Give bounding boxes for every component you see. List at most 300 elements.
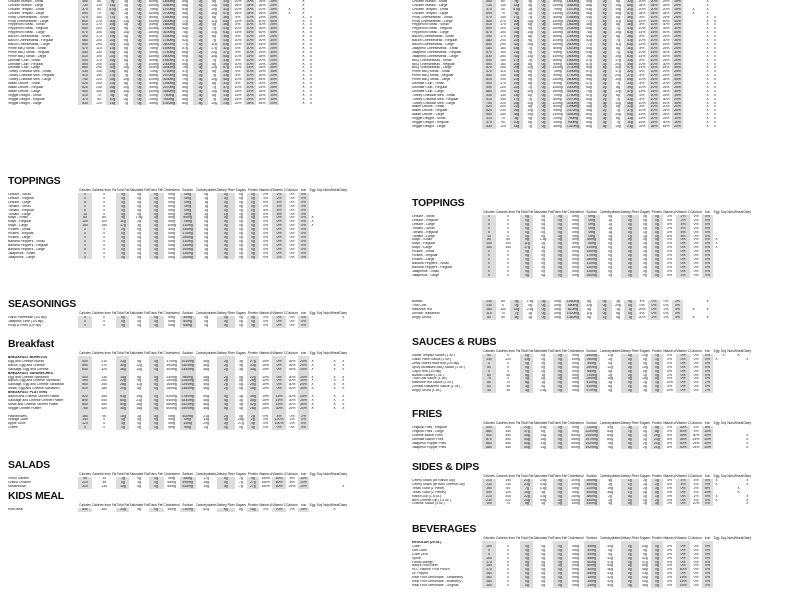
table-row — [412, 446, 751, 450]
value-cell: 110 — [482, 312, 496, 316]
column-header: Egg — [309, 188, 316, 193]
value-cell: 2g — [193, 27, 208, 31]
value-cell: 0% — [667, 429, 672, 433]
value-cell: 430 — [78, 70, 92, 74]
value-cell: 0g — [149, 220, 164, 224]
value-cell: 0g — [621, 381, 639, 385]
value-cell: 27g — [247, 485, 259, 489]
value-cell: 10% — [244, 23, 256, 27]
value-cell: 100% — [272, 422, 286, 426]
item-name-cell: Mayo - Large — [8, 224, 28, 228]
value-cell: 48g — [624, 102, 636, 106]
item-name-cell: Mayo - Small — [412, 238, 432, 242]
value-cell: X — [746, 357, 749, 361]
value-cell: 0% — [667, 238, 672, 242]
column-header: Protein — [651, 421, 662, 426]
value-cell: 430 — [482, 94, 496, 98]
value-cell: 2g — [193, 59, 208, 63]
value-cell: 0g — [116, 426, 129, 430]
value-cell: 0g — [520, 266, 533, 270]
value-cell: 35% — [672, 113, 683, 117]
value-cell — [734, 584, 743, 588]
value-cell — [720, 446, 727, 450]
value-cell: X — [302, 93, 305, 97]
value-cell: 0% — [298, 426, 309, 430]
nutrition-table — [8, 310, 347, 328]
value-cell: 10% — [666, 381, 673, 385]
item-name-cell: Chicken Buffalo - Large — [412, 3, 448, 7]
value-cell: 0g — [137, 418, 141, 422]
value-cell: 500 — [78, 59, 92, 63]
value-cell: 0% — [263, 323, 268, 327]
value-cell: 370 — [482, 121, 496, 125]
value-cell: 150mg — [148, 42, 159, 46]
column-header: Wheat — [330, 311, 340, 316]
value-cell: 0% — [289, 247, 295, 251]
value-cell: 2g — [193, 35, 208, 39]
value-cell: 0mg — [572, 385, 579, 389]
value-cell: 7g — [520, 487, 533, 491]
value-cell: 5g — [621, 434, 639, 438]
value-cell: 0g — [520, 580, 533, 584]
value-cell: 0g — [597, 304, 612, 308]
value-cell: 0% — [272, 236, 286, 240]
value-cell: 0% — [298, 422, 309, 426]
value-cell: 0% — [298, 244, 309, 248]
value-cell: 0g — [247, 224, 259, 228]
value-cell: 25% — [258, 70, 266, 74]
value-cell: 2g — [608, 494, 613, 498]
value-cell: 0 — [78, 232, 92, 236]
value-cell: 180 — [482, 564, 496, 568]
value-cell: 0g — [247, 248, 259, 252]
value-cell: 140mg — [148, 19, 159, 23]
value-cell: 650 — [78, 368, 92, 372]
value-cell: 4% — [667, 479, 672, 482]
value-cell: 1g — [642, 494, 647, 498]
value-cell: X — [713, 31, 717, 35]
value-cell: 20% — [298, 485, 309, 489]
value-cell: 35g — [615, 11, 621, 15]
value-cell: X — [713, 74, 717, 78]
value-cell: 1.5g — [539, 486, 547, 490]
value-cell: 6% — [235, 70, 241, 74]
value-cell: 2730mg — [566, 66, 580, 70]
value-cell: 22g — [510, 105, 523, 109]
column-header: Protein — [651, 536, 662, 541]
value-cell: 0 — [103, 319, 106, 323]
value-cell: 0g — [553, 430, 568, 434]
value-cell: 0% — [667, 576, 672, 580]
value-cell: 50g — [116, 403, 129, 407]
nutrition-table — [412, 300, 719, 320]
value-cell: 55g — [586, 109, 592, 113]
column-header: Calories from Fat — [92, 351, 117, 356]
value-cell: 5mg — [572, 238, 579, 242]
value-cell: 25% — [672, 70, 683, 74]
value-cell: 25% — [672, 16, 683, 20]
value-cell: 5g — [651, 426, 663, 430]
value-cell: 0% — [667, 560, 672, 564]
item-name-cell: Jalapeño Cheesesteak - Regular — [412, 50, 462, 54]
value-cell: 2g — [597, 59, 612, 63]
value-cell: 0g — [621, 377, 639, 381]
value-cell: 0g — [238, 255, 243, 259]
value-cell: 0% — [676, 358, 690, 362]
value-cell: 8g — [106, 12, 119, 16]
value-cell: 0g — [537, 20, 550, 24]
value-cell: 230 — [500, 109, 506, 113]
value-cell: X — [706, 97, 709, 101]
value-cell: 45mg — [180, 477, 196, 481]
value-cell: 90 — [97, 97, 101, 101]
value-cell: 10% — [244, 39, 256, 43]
value-cell: 20% — [638, 315, 646, 319]
value-cell: 3g — [238, 367, 243, 371]
value-cell: 25% — [258, 35, 266, 39]
value-cell: 260mg — [166, 383, 177, 387]
column-header: Vitamin A — [258, 351, 273, 356]
value-cell: X — [333, 379, 336, 383]
value-cell: 10% — [638, 78, 646, 82]
value-cell: 1g — [597, 308, 612, 312]
value-cell: 15mg — [584, 580, 600, 584]
value-cell: 5g — [238, 387, 243, 391]
value-cell: 0g — [217, 422, 235, 426]
value-cell: 60 — [482, 374, 496, 378]
value-cell: 390mg — [584, 479, 600, 483]
value-cell: 3g — [541, 246, 545, 250]
value-cell: 45% — [672, 20, 683, 24]
value-cell: X — [713, 125, 717, 128]
value-cell: 70 — [501, 117, 505, 121]
value-cell: 0g — [621, 262, 639, 266]
value-cell: 160 — [482, 308, 496, 312]
value-cell: 20% — [672, 82, 683, 86]
value-cell: 0g — [553, 545, 568, 549]
value-cell: 0mg — [168, 228, 175, 232]
value-cell: 1g — [204, 196, 209, 200]
value-cell: 29g — [615, 303, 621, 307]
value-cell: 0g — [553, 235, 568, 239]
value-cell: 8g — [651, 430, 663, 434]
value-cell: 25% — [258, 93, 266, 97]
value-cell: 75mg — [553, 70, 562, 74]
value-cell: 0mg — [168, 316, 175, 319]
value-cell: 690 — [482, 12, 496, 16]
value-cell: X — [713, 93, 717, 97]
value-cell: 0g — [553, 584, 568, 588]
value-cell: 13g — [527, 54, 533, 58]
value-cell: X — [713, 89, 717, 93]
value-cell: 0g — [116, 422, 129, 426]
value-cell: 0mg — [168, 319, 175, 323]
value-cell: 0g — [553, 358, 568, 362]
value-cell: 80 — [482, 316, 496, 320]
value-cell: 25% — [692, 437, 700, 441]
item-name-cell: Turkey Cheddar Melt - Regular — [412, 97, 459, 101]
value-cell: 0g — [116, 201, 129, 205]
value-cell: 0g — [238, 316, 243, 319]
value-cell: 60% — [676, 568, 690, 572]
value-cell: 15% — [272, 395, 286, 399]
value-cell — [330, 426, 339, 430]
value-cell: 1g — [621, 483, 639, 487]
value-cell: 250mg — [166, 379, 177, 383]
value-cell: 0g — [553, 366, 568, 370]
value-cell: 0% — [667, 254, 672, 258]
column-header: Iron — [300, 351, 307, 356]
value-cell: X — [706, 109, 709, 113]
value-cell: 0% — [289, 208, 295, 212]
value-cell: X — [737, 486, 740, 490]
value-cell: 1g — [651, 381, 663, 385]
value-cell: 0% — [298, 236, 309, 240]
value-cell: 85mg — [149, 74, 158, 78]
value-cell: X — [715, 482, 718, 486]
value-cell: 0mg — [572, 250, 579, 254]
value-cell: 46g — [182, 82, 188, 86]
value-cell: 30% — [662, 39, 670, 43]
value-cell: X — [342, 387, 345, 391]
value-cell: 79g — [182, 78, 188, 82]
value-cell: X — [311, 367, 314, 371]
value-cell: 0% — [693, 369, 699, 373]
value-cell: 4% — [693, 429, 699, 433]
value-cell: X — [746, 479, 749, 482]
value-cell: 0% — [702, 270, 713, 274]
value-cell: 470 — [482, 70, 496, 74]
value-cell: 0% — [693, 222, 699, 226]
value-cell: X — [309, 15, 313, 19]
value-cell: 0g — [621, 366, 639, 370]
value-cell: 1560mg — [566, 58, 580, 62]
value-cell: 52g — [586, 39, 592, 43]
value-cell: 2g — [137, 414, 141, 418]
column-header: Total Fat — [116, 351, 130, 356]
value-cell: 0% — [263, 414, 268, 418]
value-cell: 0g — [541, 568, 545, 572]
value-cell: 1g — [597, 316, 612, 320]
column-header: Dietary Fiber — [620, 421, 639, 426]
value-cell: 35% — [258, 3, 266, 7]
value-cell: 0g — [553, 370, 568, 374]
value-cell: 15% — [244, 78, 256, 82]
column-header: Protein — [651, 349, 662, 354]
value-cell: 0% — [676, 258, 690, 262]
value-cell: 150mg — [148, 31, 159, 35]
value-cell: 0g — [116, 316, 129, 320]
value-cell: 0% — [272, 216, 286, 220]
value-cell: 0mg — [584, 231, 600, 235]
item-name-cell: Jalapeno Lime (1/4 tsp) — [8, 319, 44, 323]
item-name-cell: Texas Toast (1 Piece) — [412, 486, 445, 490]
item-name-cell: Lettuce - Large — [8, 200, 31, 204]
value-cell: 0mg — [584, 227, 600, 231]
value-cell: X — [715, 494, 718, 498]
value-cell: 25% — [258, 15, 266, 19]
value-cell: 20mg — [571, 494, 580, 498]
value-cell: 0% — [693, 273, 699, 277]
value-cell: 0g — [137, 477, 141, 480]
value-cell: 2g — [608, 498, 613, 502]
value-cell: 200 — [500, 85, 506, 89]
value-cell: 1940mg — [162, 58, 176, 62]
value-cell: 0% — [289, 232, 295, 236]
value-cell: 31g — [220, 8, 232, 12]
value-cell: 4% — [676, 227, 690, 231]
value-cell: 0g — [553, 580, 568, 584]
value-cell: 0% — [693, 548, 699, 552]
value-cell: 0g — [137, 422, 141, 426]
value-cell: 64g — [220, 20, 232, 24]
value-cell: 16g — [607, 377, 613, 381]
value-cell: 27g — [247, 481, 259, 485]
column-header: Dairy — [743, 349, 751, 354]
value-cell: 14g — [136, 367, 142, 371]
value-cell: 35% — [258, 11, 266, 15]
value-cell: 30% — [258, 23, 266, 27]
value-cell: 57g — [586, 58, 592, 62]
value-cell: 46g — [182, 93, 188, 97]
value-cell: 0g — [238, 204, 243, 208]
value-cell: 0g — [133, 4, 146, 8]
value-cell: 9g — [520, 238, 533, 242]
column-header: Carbohydrates — [195, 188, 217, 193]
column-header: Wheat — [734, 349, 744, 354]
value-cell: 33g — [220, 59, 232, 63]
value-cell: 0g — [520, 549, 533, 553]
column-header: Dairy — [339, 188, 347, 193]
value-cell: 0g — [642, 361, 647, 365]
value-cell: 2g — [247, 415, 259, 419]
value-cell: 310 — [78, 94, 92, 98]
value-cell: 98g — [586, 11, 592, 15]
value-cell: 56g — [203, 402, 209, 406]
value-cell: 0g — [642, 246, 647, 250]
value-cell: 15mg — [584, 576, 600, 580]
value-cell: 0% — [667, 426, 672, 429]
value-cell: 25% — [662, 46, 670, 50]
value-cell: 7g — [238, 477, 243, 480]
value-cell: 30g — [615, 78, 621, 82]
value-cell: 150 — [482, 487, 496, 491]
value-cell: 25% — [298, 368, 309, 372]
value-cell: 2800mg — [566, 54, 580, 58]
value-cell: 20% — [268, 74, 279, 78]
value-cell: 20% — [662, 105, 670, 109]
value-cell: 8g — [510, 12, 523, 16]
value-cell: 0g — [137, 251, 141, 255]
value-cell: 10g — [510, 121, 523, 125]
value-cell: 0g — [553, 238, 568, 242]
column-header: Sugars — [235, 311, 246, 316]
value-cell: 0g — [541, 265, 545, 269]
value-cell — [316, 256, 323, 260]
value-cell: 3g — [608, 381, 613, 385]
value-cell: 0g — [116, 256, 129, 260]
value-cell: 79g — [586, 101, 592, 105]
item-name-cell: Italian Deluxe - Large — [8, 89, 41, 93]
value-cell: 30% — [268, 51, 279, 55]
value-cell: 0% — [693, 564, 699, 568]
column-header: Carbohydrates — [195, 351, 217, 356]
value-cell: 0g — [651, 377, 663, 381]
item-name-cell: Banana Peppers - Small — [412, 261, 449, 265]
value-cell: 9g — [124, 39, 128, 43]
column-header: Saturated Fat — [129, 351, 149, 356]
value-cell: 0 — [103, 418, 106, 422]
column-header: Total Fat — [520, 536, 534, 541]
value-cell: 0g — [149, 387, 164, 391]
value-cell: 28g — [624, 94, 636, 98]
item-name-cell: Pickles - Large — [412, 257, 435, 261]
value-cell: 0% — [298, 316, 309, 320]
value-cell: 10% — [648, 35, 660, 39]
column-header: Egg — [309, 503, 316, 508]
value-cell: 0 — [507, 215, 510, 218]
value-cell: X — [311, 375, 314, 379]
value-cell: 47g — [607, 560, 613, 564]
value-cell: 33g — [624, 98, 636, 102]
value-cell: 2g — [597, 86, 612, 90]
item-name-cell: Garlic Parmesan (1/4 tsp) — [8, 316, 47, 319]
value-cell: 2g — [124, 11, 128, 15]
value-cell: 30g — [116, 364, 129, 368]
value-cell: 1g — [624, 308, 636, 312]
value-cell: 0% — [693, 238, 699, 242]
column-header: Cholesterol — [163, 311, 180, 316]
value-cell: 13g — [220, 94, 232, 98]
value-cell: 0g — [217, 252, 235, 256]
value-cell: 7g — [528, 46, 532, 50]
value-cell: X — [706, 105, 709, 109]
value-cell: 0% — [667, 572, 672, 576]
value-cell: 2g — [217, 376, 235, 380]
value-cell: 1020mg — [566, 311, 580, 315]
value-cell: 70 — [501, 11, 505, 15]
value-cell: 0g — [217, 320, 235, 324]
value-cell: 550 — [78, 383, 92, 387]
value-cell: 0g — [537, 31, 550, 35]
value-cell: X — [713, 78, 717, 82]
value-cell: 0g — [608, 552, 613, 556]
value-cell: 0g — [238, 323, 243, 327]
value-cell: 10% — [234, 78, 242, 82]
value-cell: 2% — [289, 508, 295, 511]
column-header: Calories — [79, 472, 91, 477]
value-cell: 0g — [608, 548, 613, 552]
value-cell: 0 — [507, 560, 510, 564]
value-cell: 30% — [288, 387, 296, 391]
value-cell: 20% — [672, 125, 683, 129]
item-name-cell: Steak, Egg and Cheese Sandwich — [8, 387, 60, 391]
value-cell: 130 — [96, 3, 102, 7]
value-cell: 150 — [500, 97, 506, 101]
item-name-cell: Original Fries - Large — [412, 429, 444, 433]
value-cell: 760mg — [161, 94, 177, 98]
value-cell: 0g — [642, 238, 647, 242]
column-header: Total Fat — [520, 421, 534, 426]
value-cell: 1g — [238, 208, 243, 212]
value-cell: 10g — [527, 109, 533, 113]
column-header: Dietary Fiber — [216, 311, 235, 316]
value-cell: X — [309, 74, 313, 78]
value-cell: X — [706, 300, 709, 303]
value-cell: 2g — [651, 483, 663, 487]
value-cell: 6g — [124, 50, 128, 54]
value-cell: 730mg — [180, 508, 196, 512]
